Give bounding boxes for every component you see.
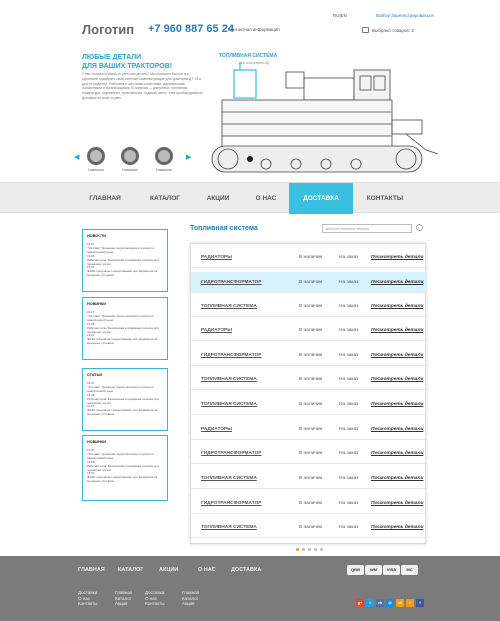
- nav-item-promo[interactable]: АКЦИИ: [206, 195, 230, 202]
- news-box: НОВОСТИ 19.07 "Топливо" Хранение подсолнечника и гороха по самой низкой цене 19.08 Рабочая сила: Безопасная и надёжная техника для перевозки грузов 19.07 ФАЗО предлагает кредитование для фермеров на выгодных условиях: [82, 229, 168, 292]
- box-title: НОВИНКИ: [87, 440, 106, 444]
- gear-icon: [87, 147, 105, 165]
- main-nav: [0, 182, 500, 213]
- box-title: СТАТЬИ: [87, 373, 103, 377]
- table-row[interactable]: ГИДРОТРАНСФОРМАТОР В наличии На заказ Посмотреть детали: [191, 493, 427, 514]
- page-dot[interactable]: [308, 548, 311, 551]
- hero-title: ЛЮБЫЕ ДЕТАЛИ ДЛЯ ВАШИХ ТРАКТОРОВ!: [82, 54, 173, 70]
- footer-nav-catalog[interactable]: КАТАЛОГ: [118, 567, 144, 573]
- footer-col-1: Доставка О нас Контакты: [78, 590, 98, 607]
- nav-item-about[interactable]: О НАС: [255, 195, 277, 202]
- footer-nav-about[interactable]: О НАС: [198, 567, 216, 573]
- page-dot[interactable]: [302, 548, 305, 551]
- thumb-carousel: [74, 147, 214, 177]
- page-title: Топливная система: [190, 225, 258, 232]
- table-row[interactable]: ТОПЛИВНАЯ СИСТЕМА В наличии На заказ Посмотреть детали: [191, 468, 427, 489]
- hero-text: У вас сломался какой-то узел или деталь? Мы поможем быстро и с гарантией подобрать качественные комплектующие для тракторов ДТ-75 и других моделей. Работаем с частными клиентами, фермерскими хозяйствами и организациями. В наличии — двигатели, топливная аппаратура, гидравлика, трансмиссия, ходовая часть, электрооборудование. Доставка по всей стране.: [82, 72, 204, 100]
- table-row[interactable]: РАДИАТОРЫ В наличии На заказ Посмотреть детали: [191, 320, 427, 341]
- table-row[interactable]: РАДИАТОРЫ В наличии На заказ Посмотреть детали: [191, 419, 427, 440]
- visa-icon: VISA: [383, 565, 400, 575]
- search-input[interactable]: найдите название детали: [322, 224, 412, 233]
- mastercard-icon: MC: [401, 565, 418, 575]
- footer: [0, 556, 500, 621]
- footer-col-2: Главная Каталог Акция: [115, 590, 133, 607]
- thumb-item[interactable]: Название: [118, 147, 142, 172]
- tractor-label[interactable]: ТОПЛИВНАЯ СИСТЕМА: [219, 53, 278, 59]
- table-row[interactable]: ТОПЛИВНАЯ СИСТЕМА В наличии На заказ Посмотреть детали: [191, 369, 427, 390]
- chevron-right-icon[interactable]: ▶: [186, 154, 192, 161]
- search-icon[interactable]: [416, 224, 423, 231]
- cart-count: Выбрано товаров: 3: [372, 27, 414, 33]
- table-row[interactable]: ГИДРОТРАНСФОРМАТОР В наличии На заказ Посмотреть детали: [191, 443, 427, 464]
- page-dot[interactable]: [320, 548, 323, 551]
- nav-item-delivery[interactable]: ДОСТАВКА: [289, 183, 353, 214]
- table-row[interactable]: ГИДРОТРАНСФОРМАТОР В наличии На заказ Посмотреть детали: [191, 345, 427, 366]
- parts-list: [190, 243, 426, 544]
- nav-item-home[interactable]: ГЛАВНАЯ: [89, 195, 121, 202]
- footer-nav-delivery[interactable]: ДОСТАВКА: [231, 567, 262, 573]
- mail-icon[interactable]: @: [386, 599, 394, 607]
- pagination: [296, 548, 323, 551]
- thumb-item[interactable]: Название: [84, 147, 108, 172]
- footer-nav-promo[interactable]: АКЦИИ: [159, 567, 179, 573]
- cart[interactable]: [362, 27, 414, 33]
- logo[interactable]: Логотип: [82, 22, 135, 37]
- table-row[interactable]: ГИДРОТРАНСФОРМАТОР В наличии На заказ Посмотреть детали: [191, 272, 427, 293]
- new-items-box-2: НОВИНКИ 19.07 "Топливо" Хранение подсолнечника и гороха по самой низкой цене 19.08 Рабочая сила: Безопасная и надёжная техника для перевозки грузов 19.07 ФАЗО предлагает кредитование для фермеров на выгодных условиях: [82, 435, 168, 501]
- thumb-item[interactable]: Название: [152, 147, 176, 172]
- rss-icon[interactable]: r: [406, 599, 414, 607]
- nav-item-contacts[interactable]: КОНТАКТЫ: [366, 195, 404, 202]
- box-title: НОВИНКИ: [87, 302, 106, 306]
- tractor-sublabel: (14 исполнений): [239, 60, 270, 65]
- box-title: НОВОСТИ: [87, 234, 106, 238]
- new-items-box: НОВИНКИ 19.07 "Топливо" Хранение подсолнечника и гороха по самой низкой цене 19.08 Рабочая сила: Безопасная и надёжная техника для перевозки грузов 19.07 ФАЗО предлагает кредитование для фермеров на выгодных условиях: [82, 297, 168, 360]
- login-register-link[interactable]: Войти/ Зарегистрироваться: [376, 13, 434, 18]
- header: [0, 0, 500, 182]
- table-row[interactable]: РАДИАТОРЫ В наличии На заказ Посмотреть детали: [191, 247, 427, 268]
- language-switch[interactable]: RU|EN: [333, 13, 347, 18]
- qiwi-icon: QIWI: [347, 565, 364, 575]
- twitter-icon[interactable]: t: [366, 599, 374, 607]
- page-dot[interactable]: [314, 548, 317, 551]
- table-row[interactable]: ТОПЛИВНАЯ СИСТЕМА В наличии На заказ Посмотреть детали: [191, 517, 427, 538]
- gear-icon: [155, 147, 173, 165]
- gear-icon: [121, 147, 139, 165]
- odnoklassniki-icon[interactable]: ok: [397, 600, 403, 605]
- phone-number: +7 960 887 65 24: [148, 23, 234, 35]
- footer-col-4: Главная Каталог Акция: [182, 590, 200, 607]
- tractor-illustration: [206, 50, 446, 180]
- table-row[interactable]: ТОПЛИВНАЯ СИСТЕМА В наличии На заказ Посмотреть детали: [191, 296, 427, 317]
- google-plus-icon[interactable]: g+: [357, 600, 363, 605]
- contact-info-link[interactable]: Контактная информация: [228, 27, 280, 32]
- page-dot[interactable]: [296, 548, 299, 551]
- footer-col-3: Доставка О нас Контакты: [145, 590, 165, 607]
- vk-icon[interactable]: vk: [377, 600, 383, 605]
- chevron-left-icon[interactable]: ◀: [74, 154, 80, 161]
- cart-icon: [362, 27, 369, 33]
- webmoney-icon: WM: [365, 565, 382, 575]
- articles-box: СТАТЬИ 19.07 "Топливо" Хранение подсолнечника и гороха по самой низкой цене 19.08 Рабочая сила: Безопасная и надёжная техника для перевозки грузов 19.07 ФАЗО предлагает кредитование для фермеров на выгодных условиях: [82, 368, 168, 431]
- footer-nav-home[interactable]: ГЛАВНАЯ: [78, 567, 105, 573]
- facebook-icon[interactable]: f: [416, 599, 424, 607]
- nav-item-catalog[interactable]: КАТАЛОГ: [150, 195, 180, 202]
- table-row[interactable]: ТОПЛИВНАЯ СИСТЕМА В наличии На заказ Посмотреть детали: [191, 394, 427, 415]
